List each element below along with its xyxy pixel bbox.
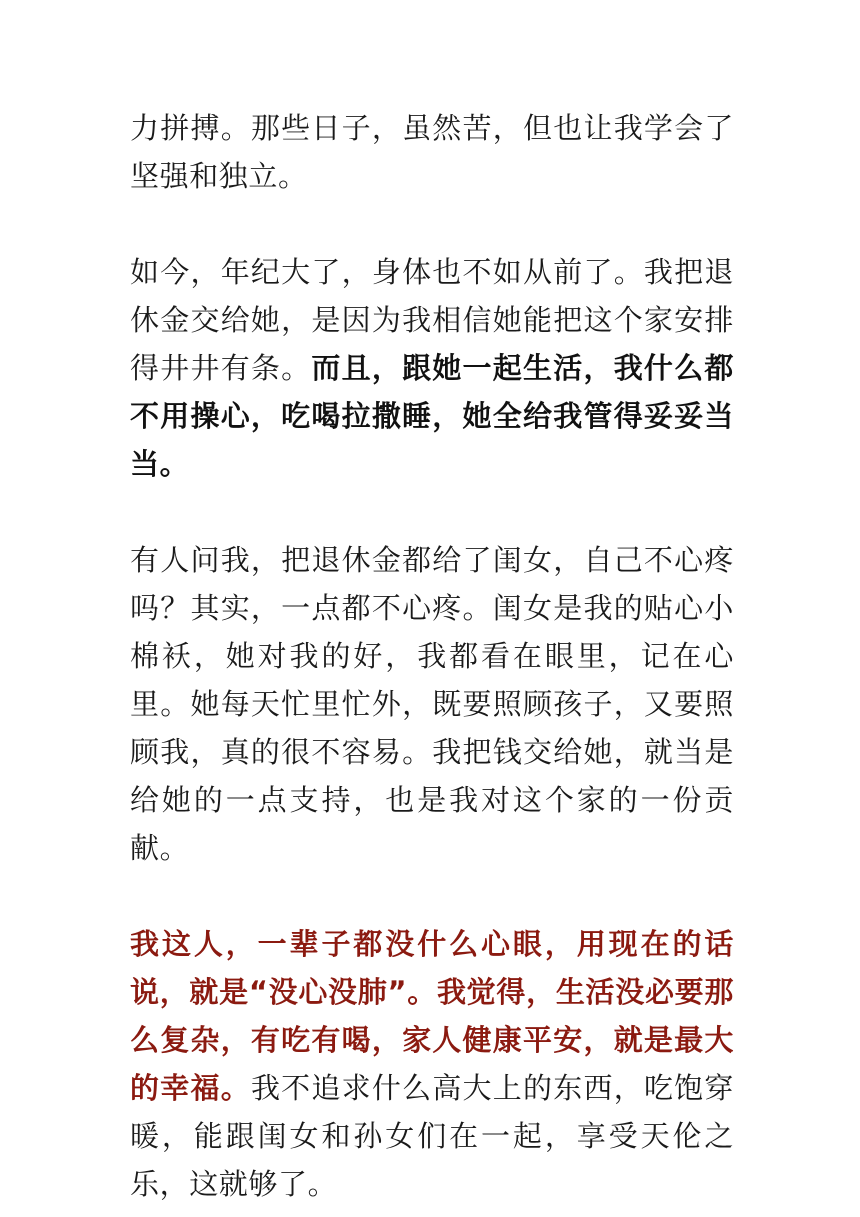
paragraph-1-text: 力拼搏。那些日子，虽然苦，但也让我学会了坚强和独立。 [130, 111, 734, 193]
paragraph-2-bold-text: 而且，跟她一起生活，我什么都不用操心，吃喝拉撒睡，她全给我管得妥妥当当。 [130, 351, 734, 481]
paragraph-3 [130, 536, 734, 872]
paragraph-2-text: 如今，年纪大了，身体也不如从前了。我把退休金交给她，是因为我相信她能把这个家安排得井井有条。 [130, 255, 734, 385]
paragraph-1 [130, 104, 734, 200]
paragraph-3-text: 有人问我，把退休金都给了闺女，自己不心疼吗？其实，一点都不心疼。闺女是我的贴心小棉袄，她对我的好，我都看在眼里，记在心里。她每天忙里忙外，既要照顾孩子，又要照顾我，真的很不容易。我把钱交给她，就当是给她的一点支持，也是我对这个家的一份贡献。 [130, 543, 734, 865]
paragraph-4-text: 我不追求什么高大上的东西，吃饱穿暖，能跟闺女和孙女们在一起，享受天伦之乐，这就够了。 [130, 1071, 734, 1201]
article-body [130, 104, 734, 1208]
paragraph-4 [130, 920, 734, 1208]
paragraph-2 [130, 248, 734, 488]
paragraph-4-highlight-text: 我这人，一辈子都没什么心眼，用现在的话说，就是“没心没肺”。我觉得，生活没必要那么复杂，有吃有喝，家人健康平安，就是最大的幸福。 [130, 927, 734, 1105]
